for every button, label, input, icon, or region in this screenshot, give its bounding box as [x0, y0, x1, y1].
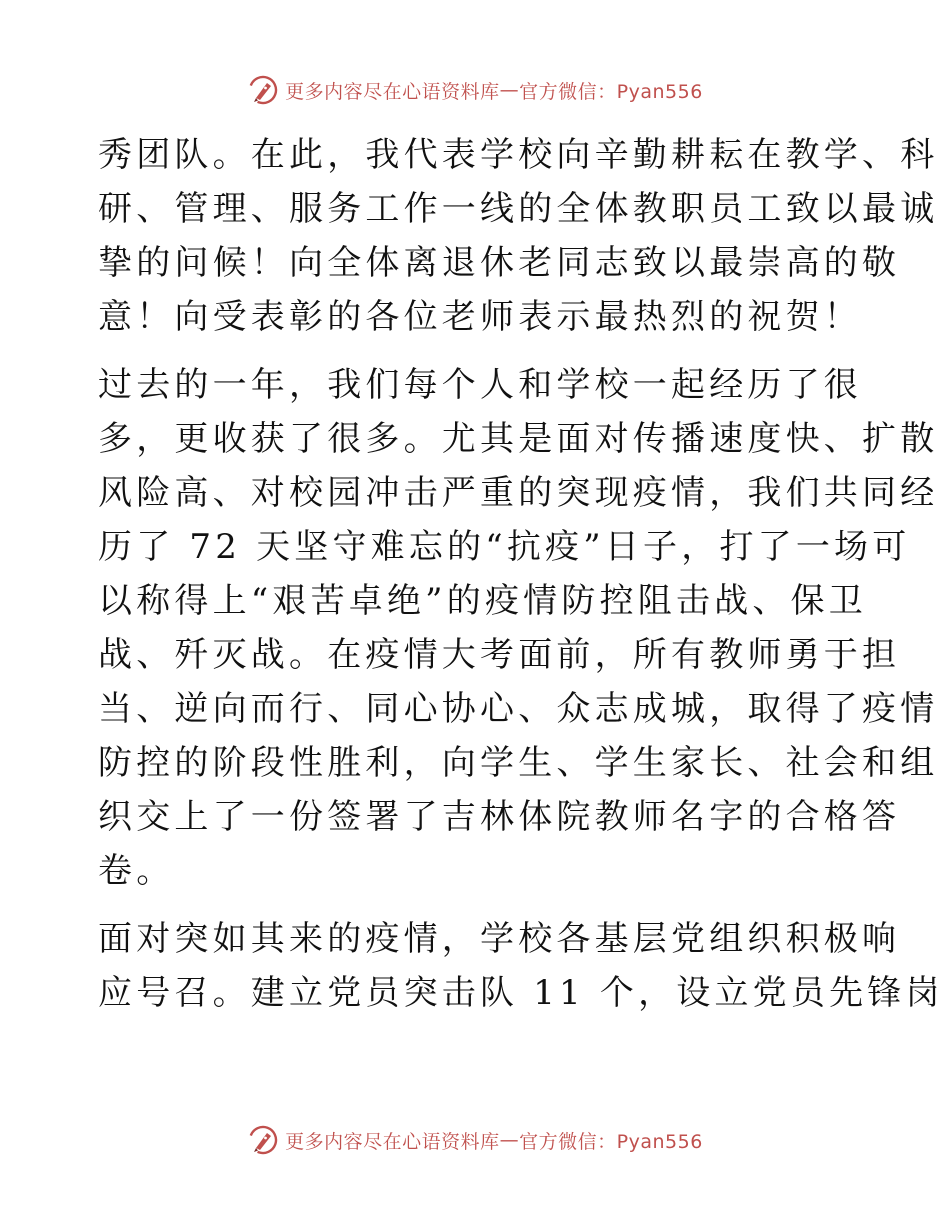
text-line: 历了 72 天坚守难忘的“抗疫”日子，打了一场可: [98, 527, 911, 567]
text-line: 意！向受表彰的各位老师表示最热烈的祝贺！: [98, 297, 862, 337]
text-line: 织交上了一份签署了吉林体院教师名字的合格答: [98, 797, 901, 837]
text-line: 秀团队。在此，我代表学校向辛勤耕耘在教学、科: [98, 135, 939, 175]
paragraph-2: [98, 358, 939, 898]
pen-nib-logo-icon: [247, 1124, 279, 1156]
text-line: 卷。: [98, 851, 175, 891]
text-line: 应号召。建立党员突击队 11 个，设立党员先锋岗: [98, 973, 944, 1013]
header-watermark: [0, 74, 950, 106]
text-line: 过去的一年，我们每个人和学校一起经历了很: [98, 365, 862, 405]
text-line: 战、歼灭战。在疫情大考面前，所有教师勇于担: [98, 635, 901, 675]
text-line: 挚的问候！向全体离退休老同志致以最崇高的敬: [98, 243, 901, 283]
watermark-contact: 官方微信：Pyan556: [519, 80, 703, 103]
watermark-title: 更多内容尽在心语资料库: [285, 80, 500, 103]
watermark-separator: —: [499, 79, 520, 101]
text-line: 面对突如其来的疫情，学校各基层党组织积极响: [98, 919, 901, 959]
text-line: 当、逆向而行、同心协心、众志成城，取得了疫情: [98, 689, 939, 729]
paragraph-3: [98, 912, 944, 1020]
watermark-title: 更多内容尽在心语资料库: [285, 1130, 500, 1153]
pen-nib-logo-icon: [247, 74, 279, 106]
footer-watermark: [0, 1124, 950, 1156]
text-line: 风险高、对校园冲击严重的突现疫情，我们共同经: [98, 473, 939, 513]
text-line: 以称得上“艰苦卓绝”的疫情防控阻击战、保卫: [98, 581, 867, 621]
watermark-contact: 官方微信：Pyan556: [519, 1130, 703, 1153]
paragraph-1: [98, 128, 939, 344]
text-line: 研、管理、服务工作一线的全体教职员工致以最诚: [98, 189, 939, 229]
text-line: 防控的阶段性胜利，向学生、学生家长、社会和组: [98, 743, 939, 783]
text-line: 多，更收获了很多。尤其是面对传播速度快、扩散: [98, 419, 939, 459]
watermark-separator: —: [499, 1129, 520, 1151]
document-body: [98, 128, 944, 1034]
